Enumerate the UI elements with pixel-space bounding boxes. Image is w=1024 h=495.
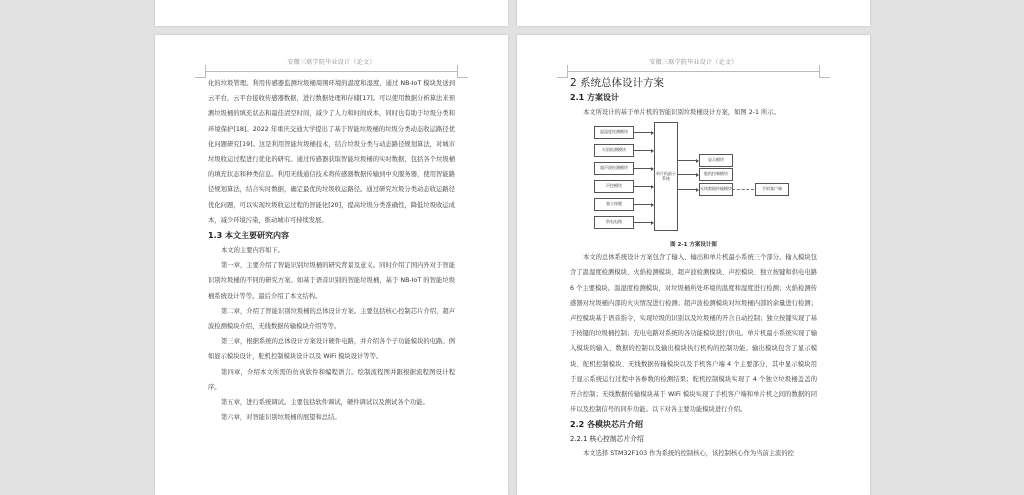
arrow-icon [677, 160, 698, 161]
chapter-summary[interactable]: 第六章，对智能识别垃圾桶的展望和总结。 [221, 414, 341, 422]
header-rule [567, 71, 820, 72]
section-heading[interactable]: 1.3 本文主要研究内容 [208, 231, 289, 241]
section-heading[interactable]: 2.2 各模块芯片介绍 [570, 420, 643, 430]
chapter-summary[interactable]: 第四章，介绍本文所需的仿真软件和编程语言。绘制流程图并跟根据流程图设计程序。 [208, 368, 455, 391]
diagram-block-input: 超声波检测模块 [594, 162, 634, 175]
diagram-block-output: 无线数据传输模块 [699, 183, 733, 196]
section-heading[interactable]: 2.1 方案设计 [570, 93, 619, 102]
dashed-connector [732, 189, 754, 190]
page-body[interactable] [208, 76, 455, 425]
diagram-block-output: 舵机控制模块 [699, 168, 733, 181]
diagram-block-input: 温湿度检测模块 [594, 126, 634, 139]
chapter-summary[interactable]: 第五章，进行系统调试。主要包括软件调试，硬件调试以及测试各个功能。 [221, 399, 429, 407]
chapter-summary[interactable]: 第二章，介绍了智能识别垃圾桶的总体设计方案。主要包括核心控制芯片介绍、超声波检测模块介绍、无线数据传输模块介绍等等。 [208, 307, 455, 331]
body-paragraph[interactable]: 本文选择 STM32F103 作为系统的控制核心，该控制核心作为当前主流的控 [583, 450, 794, 458]
body-paragraph[interactable]: 本文所设计的基于单片机的智能识别垃圾桶设计方案，如图 2-1 所示。 [583, 109, 780, 116]
body-paragraph[interactable]: 化的垃圾管理。利用传感器监测垃圾桶周围环境的温度和湿度，通过 NB-IoT 模块发送到云平台，云平台接收传感器数据，进行数据处理和存储[17]。可以使用数据分析算法来预测垃圾桶的填充状态和最佳清空时间，减少了人力和时间成本，同时也有助于垃圾分类和环境保护[18]。2022 年重庆交通大学提出了基于智能垃圾桶的垃圾分类动态收运路径优化问题研究[19]。这是利用智能垃圾桶技术，结合垃圾分类与动态路径规划算法，对城市垃圾收运过程进行优化的研究。通过传感器获取智能垃圾桶的实时数据，包括各个垃圾桶的填充状态和种类信息。利用无线通信技术将传感器数据传输到中央服务器，使用智能路径规划算法，结合实时数据，确定最优的垃圾收运路径。通过研究垃圾分类动态收运路径优化问题，可以实现垃圾收运过程的智能化[20]，提高垃圾分类准确性，降低垃圾收运成本，减少环境污染，推动城市可持续发展。 [208, 80, 455, 224]
margin-corner-mark [819, 65, 830, 78]
chapter-summary[interactable]: 第一章，主要介绍了智能识别垃圾桶的研究背景及意义。同时介绍了国内外对于智能识别垃圾桶的不同的研究方案。如基于语音识别的智能垃圾桶，基于 NB-IoT 的智能垃圾桶系统设计等等。最后介绍了本文结构。 [208, 262, 455, 300]
page-header: 安徽三联学院毕业设计（论文） [649, 59, 738, 66]
diagram-block-input: 独立按键 [594, 198, 634, 211]
margin-corner-mark [457, 65, 468, 78]
document-page-left [155, 35, 508, 495]
chapter-summary[interactable]: 第三章，根据系统的总体设计方案设计硬件电路，并介绍各个子功能模块的电路。例如显示模块设计，舵机控制模块设计以及 WiFi 模块设计等等。 [208, 338, 455, 361]
diagram-block-input: 火焰检测模块 [594, 144, 634, 157]
diagram-block-output: 显示模块 [699, 154, 733, 167]
figure-caption[interactable]: 图 2-1 方案设计图 [670, 242, 717, 249]
page-header: 安徽三联学院毕业设计（论文） [287, 59, 376, 66]
arrow-icon [633, 222, 653, 223]
system-block-diagram[interactable] [570, 122, 817, 240]
arrow-icon [633, 150, 653, 151]
arrow-icon [677, 174, 698, 175]
page-body[interactable] [570, 76, 817, 462]
diagram-block-client: 手机客户端 [755, 183, 789, 196]
diagram-block-input: 供电电路 [594, 216, 634, 229]
document-page-right [517, 35, 870, 495]
previous-page-left [155, 0, 508, 26]
header-rule [205, 71, 458, 72]
arrow-icon [633, 204, 653, 205]
diagram-block-input: 声控模块 [594, 180, 634, 193]
arrow-icon [633, 168, 653, 169]
arrow-icon [633, 132, 653, 133]
arrow-icon [677, 189, 698, 190]
chapter-title[interactable]: 2 系统总体设计方案 [570, 77, 665, 89]
body-paragraph[interactable]: 本文的主要内容如下。 [221, 247, 284, 255]
previous-page-right [517, 0, 870, 26]
subsection-heading[interactable]: 2.2.1 核心控制芯片介绍 [570, 435, 644, 444]
diagram-block-mcu: 单片机最小系统 [654, 122, 678, 231]
body-paragraph[interactable]: 本文的总体系统设计方案包含了输入、输出和单片机最小系统三个部分。输入模块包含了温湿度检测模块、火焰检测模块、超声波检测模块、声控模块、独立按键和供电电路 6 个主要模块。温湿度检测模块，对垃圾桶所处环境的温度和湿度进行检测；火焰检测传感器对垃圾桶内部的火灾情况进行检测；超声波检测模块对垃圾桶内部的余量进行检测；声控模块基于语音指令，实现垃圾的识别以及垃圾桶的开合自动控制；独立按键实现了基于按键的垃圾桶控制；充电电路对系统的各功能模块进行供电。单片机最小系统实现了输入模块的输入、数据的控制以及输出模块执行机构的控制功能。输出模块包含了显示模块、舵机控制模块、无线数据传输模块以及手机客户端 4 个主要部分，其中显示模块用于显示系统运行过程中各参数的检测结果；舵机控制模块实现了 4 个独立垃圾桶盖盖的开合控制；无线数据传输模块基于 WiFi 模块实现了手机客户端和单片机之间的数据的同步以及控制信号的同步功能。以下对各主要功能模块进行介绍。 [570, 254, 817, 414]
arrow-icon [633, 186, 653, 187]
